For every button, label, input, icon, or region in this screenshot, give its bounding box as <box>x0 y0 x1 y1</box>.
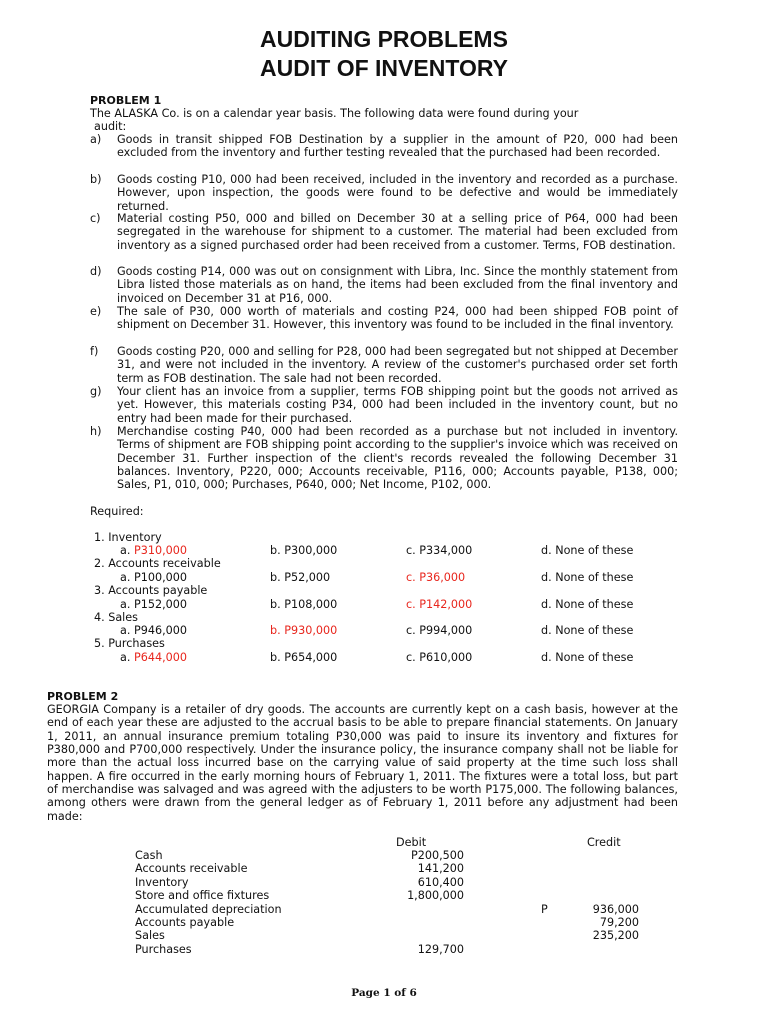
item-label: a) <box>90 133 102 146</box>
page-number-footer: Page 1 of 6 <box>351 987 417 999</box>
ledger-credit: 235,200 <box>592 929 639 942</box>
ledger-debit: 129,700 <box>417 943 464 956</box>
question-4-title: 4. Sales <box>94 611 139 624</box>
question-5-choice-a <box>120 651 187 664</box>
ledger-debit: 1,800,000 <box>407 889 464 902</box>
choice-a-value: P152,000 <box>133 598 187 611</box>
question-5-title: 5. Purchases <box>94 637 165 650</box>
question-1-choice-d: d. None of these <box>541 544 634 557</box>
item-label: g) <box>90 385 102 398</box>
credit-peso-sign: P <box>541 903 548 916</box>
item-text: Goods in transit shipped FOB Destination by a supplier in the amount of P20, 000 had been excluded from the inventory and further testing revealed that the purchased had been recorded. <box>117 133 678 160</box>
question-4-choice-b-answer: b. P930,000 <box>270 624 338 637</box>
ledger-account: Accounts payable <box>135 916 235 929</box>
choice-a-value-answer: P310,000 <box>133 544 187 557</box>
question-2-choice-d: d. None of these <box>541 571 634 584</box>
choice-a-value-answer: P644,000 <box>133 651 187 664</box>
required-label: Required: <box>90 505 144 518</box>
choice-letter: a. <box>120 571 131 584</box>
ledger-account: Accumulated depreciation <box>135 903 282 916</box>
question-2-choice-a <box>120 571 187 584</box>
question-3-choice-b: b. P108,000 <box>270 598 338 611</box>
choice-letter: a. <box>120 651 131 664</box>
question-3-choice-c-answer: c. P142,000 <box>406 598 473 611</box>
problem-1-intro-line-1: The ALASKA Co. is on a calendar year basis. The following data were found during your <box>90 107 579 120</box>
item-text: Goods costing P20, 000 and selling for P28, 000 had been segregated but not shipped at December 31, and were not included in the inventory. A review of the customer's purchased order set forth term as FOB destination. The sale had not been recorded. <box>117 345 678 385</box>
question-4-choice-d: d. None of these <box>541 624 634 637</box>
question-2-title: 2. Accounts receivable <box>94 557 221 570</box>
item-text: Merchandise costing P40, 000 had been recorded as a purchase but not included in inventory. Terms of shipment are FOB shipping point according to the supplier's invoice which was received on December 31. Further inspection of the client's records revealed the following December 31 balances. Inventory, P220, 000; Accounts receivable, P116, 000; Accounts payable, P138, 000; Sales, P1, 010, 000; Purchases, P640, 000; Net Income, P102, 000. <box>117 425 678 492</box>
question-3-choice-d: d. None of these <box>541 598 634 611</box>
item-label: h) <box>90 425 102 438</box>
item-label: e) <box>90 305 102 318</box>
item-label: f) <box>90 345 99 358</box>
question-5-choice-d: d. None of these <box>541 651 634 664</box>
credit-header: Credit <box>587 836 621 849</box>
item-label: c) <box>90 212 101 225</box>
title-line-2: AUDIT OF INVENTORY <box>260 55 508 81</box>
item-label: b) <box>90 173 102 186</box>
item-text: Your client has an invoice from a supplier, terms FOB shipping point but the goods not arrived as yet. However, this materials costing P34, 000 had been included in the inventory count, but no entry had been made for their purchased. <box>117 385 678 425</box>
ledger-debit: P200,500 <box>410 849 464 862</box>
ledger-debit: 610,400 <box>417 876 464 889</box>
question-2-choice-b: b. P52,000 <box>270 571 331 584</box>
question-5-choice-c: c. P610,000 <box>406 651 473 664</box>
choice-letter: a. <box>120 598 131 611</box>
choice-a-value: P100,000 <box>133 571 187 584</box>
ledger-account: Purchases <box>135 943 192 956</box>
ledger-account: Cash <box>135 849 163 862</box>
ledger-account: Store and office fixtures <box>135 889 270 902</box>
debit-header: Debit <box>396 836 427 849</box>
problem-2-heading: PROBLEM 2 <box>47 690 119 703</box>
question-3-choice-a <box>120 598 187 611</box>
item-text: Goods costing P10, 000 had been received, included in the inventory and recorded as a purchase. However, upon inspection, the goods were found to be defective and would be immediately returned. <box>117 173 678 213</box>
item-label: d) <box>90 265 102 278</box>
choice-letter: a. <box>120 544 131 557</box>
title-line-1: AUDITING PROBLEMS <box>260 26 508 52</box>
ledger-debit: 141,200 <box>417 862 464 875</box>
question-4-choice-c: c. P994,000 <box>406 624 473 637</box>
question-1-title: 1. Inventory <box>94 531 162 544</box>
question-4-choice-a <box>120 624 187 637</box>
ledger-credit: 79,200 <box>599 916 639 929</box>
question-1-choice-a <box>120 544 187 557</box>
ledger-account: Accounts receivable <box>135 862 248 875</box>
item-text: The sale of P30, 000 worth of materials and costing P24, 000 had been shipped FOB point of shipment on December 31. However, this inventory was found to be included in the final inventory. <box>117 305 678 332</box>
question-2-choice-c-answer: c. P36,000 <box>406 571 466 584</box>
ledger-account: Sales <box>135 929 165 942</box>
choice-letter: a. <box>120 624 131 637</box>
problem-1-heading: PROBLEM 1 <box>90 94 162 107</box>
ledger-credit: 936,000 <box>592 903 639 916</box>
ledger-account: Inventory <box>135 876 189 889</box>
problem-2-paragraph: GEORGIA Company is a retailer of dry goods. The accounts are currently kept on a cash basis, however at the end of each year these are adjusted to the accrual basis to be able to prepare financial statements. On January 1, 2011, an annual insurance premium totaling P30,000 was paid to insure its inventory and fixtures for P380,000 and P700,000 respectively. Under the insurance policy, the insurance company shall not be liable for more than the actual loss incurred base on the carrying value of said property at the time such loss shall happen. A fire occurred in the early morning hours of February 1, 2011. The fixtures were a total loss, but part of merchandise was salvaged and was agreed with the adjusters to be worth P175,000. The following balances, among others were drawn from the general ledger as of February 1, 2011 before any adjustment had been made: <box>47 703 678 823</box>
question-3-title: 3. Accounts payable <box>94 584 208 597</box>
question-5-choice-b: b. P654,000 <box>270 651 338 664</box>
item-text: Material costing P50, 000 and billed on December 30 at a selling price of P64, 000 had been segregated in the warehouse for shipment to a customer. The material had been excluded from inventory as a signed purchased order had been received from a customer. Terms, FOB destination. <box>117 212 678 252</box>
choice-a-value: P946,000 <box>133 624 187 637</box>
problem-1-intro-line-2: audit: <box>94 120 127 133</box>
item-text: Goods costing P14, 000 was out on consignment with Libra, Inc. Since the monthly statement from Libra listed those materials as on hand, the items had been excluded from the final inventory and invoiced on December 31 at P16, 000. <box>117 265 678 305</box>
question-1-choice-b: b. P300,000 <box>270 544 338 557</box>
question-1-choice-c: c. P334,000 <box>406 544 473 557</box>
